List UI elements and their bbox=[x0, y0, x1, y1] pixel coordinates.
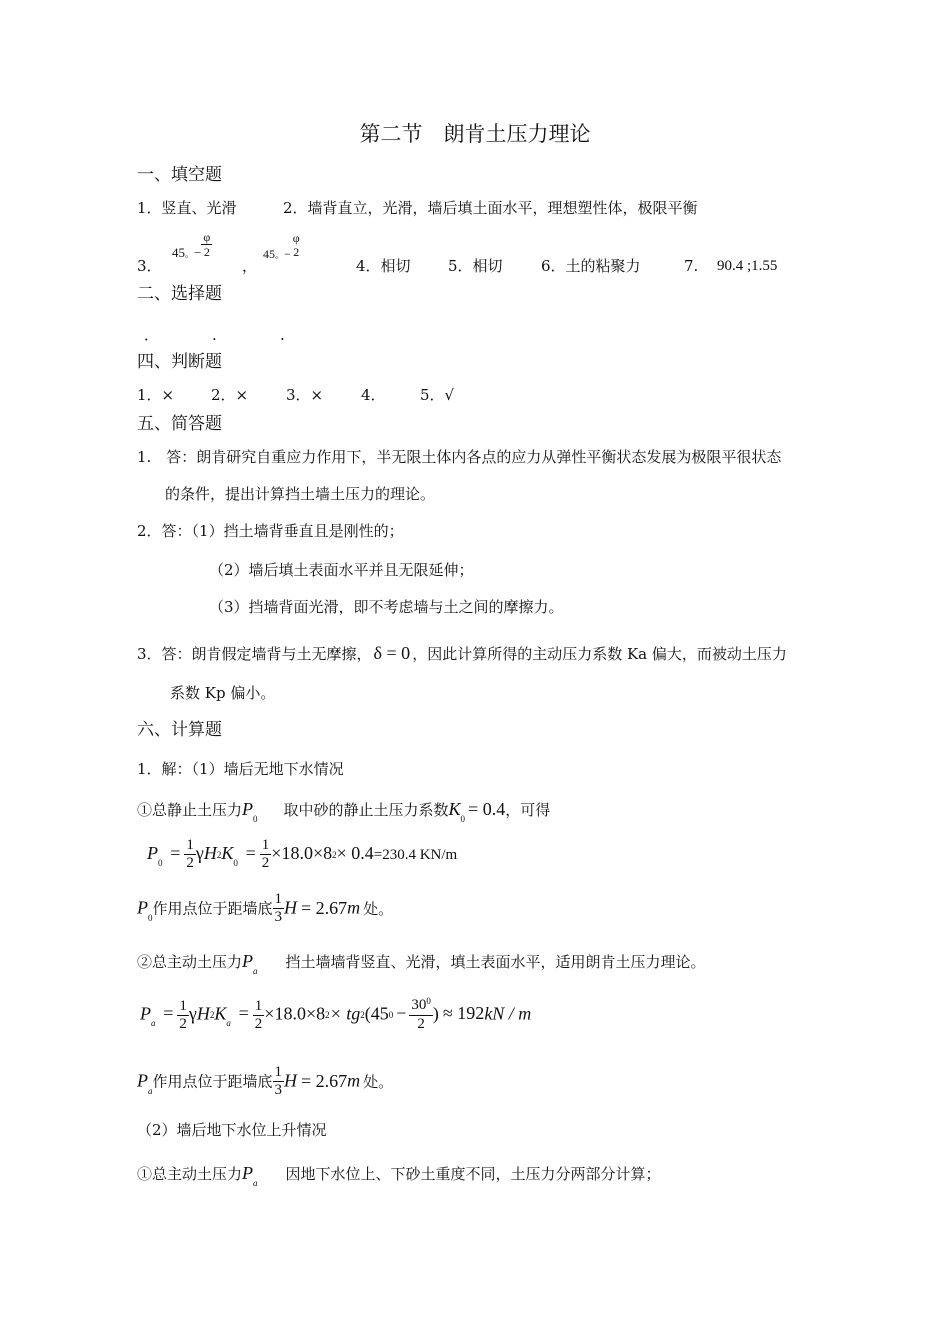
choice-dot: ． bbox=[144, 326, 160, 344]
fill-q7-number: 7. bbox=[684, 257, 699, 275]
short-answer-2-line-2: （2）墙后填土表面水平并且无限延伸； bbox=[209, 561, 474, 579]
minus-sign: − bbox=[194, 244, 202, 260]
fill-line-1 bbox=[137, 198, 237, 218]
page-title: 第二节 朗肯土压力理论 bbox=[359, 122, 591, 146]
choice-dot: . bbox=[212, 326, 217, 344]
short-answer-2-line-3: （3）挡墙背面光滑，即不考虑墙与土之间的摩擦力。 bbox=[209, 598, 564, 616]
equation-p0: $P_0$ = $\frac{1}{2}$ $\gamma H2K_0$ = $\frac{1}{2}$ ×18.0×82× 0.4=230.4 KN/m bbox=[147, 837, 458, 871]
judge-item: 3．× bbox=[286, 386, 324, 404]
fraction-phi-over-2: φ 2 bbox=[292, 231, 300, 259]
fill-q2-number: 2． bbox=[283, 199, 308, 217]
choice-dot: . bbox=[280, 326, 285, 344]
short-answer-2-line-1: 2．答：（1）挡土墙背垂直且是刚性的； bbox=[137, 522, 404, 540]
fraction-phi-over-2: $\frac{\varphi}{2}$ bbox=[203, 230, 211, 259]
short-answer-1-line-1: 1. 答：朗肯研究自重应力作用下，半无限土体内各点的应力从弹性平衡状态发展为极限平很状态 bbox=[137, 448, 782, 466]
calc-p0-line: ①总静止土压力$P_0$ 取中砂的静止土压力系数$K_0 = 0.4$，可得 bbox=[137, 799, 551, 824]
formula-45: 45 bbox=[172, 244, 185, 260]
delta-equation: δ = 0 bbox=[373, 643, 411, 663]
fill-q3-formula-2: $_{45。-}$ φ 2 bbox=[263, 231, 300, 262]
section-heading-choice: 二、选择题 bbox=[137, 284, 222, 304]
fill-q3-number: 3． bbox=[137, 257, 162, 275]
calc-step-2: （2）墙后地下水位上升情况 bbox=[137, 1121, 327, 1139]
calc-pa2-line: ①总主动土压力$P_a$ 因地下水位上、下砂土重度不同，土压力分两部分计算； bbox=[137, 1163, 661, 1188]
calc-pa-line: ②总主动土压力$P_a$ 挡土墙墙背竖直、光滑，填土表面水平，适用朗肯土压力理论。 bbox=[137, 951, 706, 976]
fill-q2-answer: 墙背直立，光滑，墙后填土面水平，理想塑性体，极限平衡 bbox=[307, 199, 698, 217]
section-heading-fill: 一、填空题 bbox=[137, 165, 222, 185]
section-heading-judge: 四、判断题 bbox=[137, 352, 222, 372]
fill-q3-formula-1 bbox=[172, 231, 212, 271]
degree-mark: 。 bbox=[185, 248, 195, 259]
calc-pa-action-point: $P_a$作用点位于距墙底 $\frac{1}{3}$ H = 2.67m 处。 bbox=[137, 1064, 394, 1098]
judge-item: 1．× bbox=[137, 386, 175, 404]
fill-line-2 bbox=[283, 198, 698, 218]
judge-item: 4． bbox=[361, 386, 386, 404]
fill-q1-number: 1． bbox=[137, 199, 162, 217]
fill-q5-answer: 5．相切 bbox=[448, 257, 503, 275]
equation-pa: $P_a$ = $\frac{1}{2}$ $\gamma H2K_a$ = $\frac{1}{2}$ ×18.0×82× tg2(450 − $\frac{30^0}{2}$ ) ≈ 192kN / m bbox=[140, 996, 532, 1032]
calc-p0-action-point: $P_0$作用点位于距墙底 $\frac{1}{3}$ H = 2.67m 处。 bbox=[137, 891, 394, 925]
fill-q4-answer: 4．相切 bbox=[356, 257, 411, 275]
short-answer-1-line-2: 的条件，提出计算挡土墙土压力的理论。 bbox=[165, 485, 436, 503]
section-heading-calc: 六、计算题 bbox=[137, 720, 222, 740]
calc-step-1: 1．解：（1）墙后无地下水情况 bbox=[137, 760, 344, 778]
fill-q3-comma: ， bbox=[242, 257, 258, 275]
short-answer-3-line-2: 系数 Kp 偏小。 bbox=[170, 684, 276, 702]
judge-item: 2．× bbox=[211, 386, 249, 404]
short-answer-3-line-1: 3．答：朗肯假定墙背与土无摩擦， δ = 0 ，因此计算所得的主动压力系数 Ka 偏大，而被动土压力 bbox=[137, 643, 787, 663]
fill-q7-answer: 90.4 ;1.55 bbox=[717, 258, 778, 274]
fill-q1-answer: 竖直、光滑 bbox=[161, 199, 237, 217]
judge-item: 5．√ bbox=[420, 386, 455, 404]
fill-q6-answer: 6．土的粘聚力 bbox=[541, 257, 641, 275]
section-heading-short: 五、简答题 bbox=[137, 414, 222, 434]
